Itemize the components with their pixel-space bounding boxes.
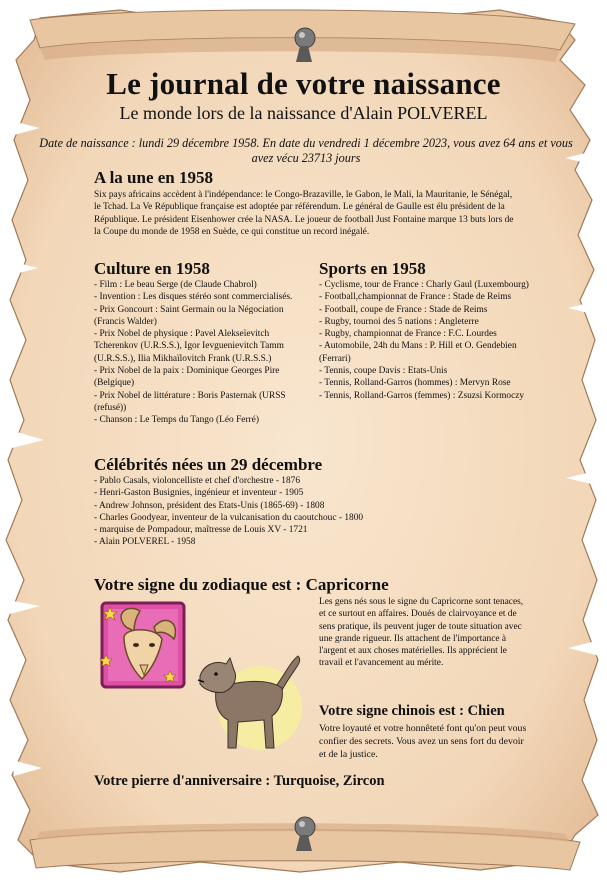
headline-section-title: A la une en 1958 bbox=[94, 168, 214, 187]
capricorn-goat-icon bbox=[96, 597, 188, 691]
list-item: - Football,championnat de France : Stade de Reims bbox=[319, 292, 512, 303]
list-item: - Prix Nobel de physique : Pavel Alekseïevitch Tcherenkov (U.R.S.S.), Igor Ievguenievitch Tamm (U.R.S.S.), Ilia Mikhaïlovitch Frank (U.R.S.S.) bbox=[94, 329, 284, 364]
zodiac-section-title: Votre signe du zodiaque est : Capricorne bbox=[94, 575, 389, 594]
page-subtitle: Le monde lors de la naissance d'Alain POLVEREL bbox=[119, 103, 488, 123]
list-item: - Tennis, Rolland-Garros (femmes) : Zsuzsi Kormoczy bbox=[319, 390, 525, 401]
page-title: Le journal de votre naissance bbox=[106, 66, 501, 101]
dog-icon bbox=[194, 650, 310, 752]
list-item: - Andrew Johnson, président des Etats-Unis (1865-69) - 1808 bbox=[94, 500, 325, 511]
chinese-sign-description: Votre loyauté et votre honnêteté font qu'on peut vous confier des secrets. Vous avez un sens fort du devoir et de la justice. bbox=[319, 723, 527, 760]
zodiac-description: Les gens nés sous le signe du Capricorne sont tenaces, et ce surtout en affaires. Doués de clairvoyance et de sens pratique, ils peuvent juger de toute situation avec une grande rigueur. Ils attachent de l'importance à l'argent et aux choses matérielles. Ils apprécient le travail et l'avancement au mérite. bbox=[319, 597, 524, 669]
birth-date-summary: Date de naissance : lundi 29 décembre 1958. En date du vendredi 1 décembre 2023, vous avez 64 ans et vous avez vécu 23713 jours bbox=[39, 136, 573, 165]
list-item: - Invention : Les disques stéréo sont commercialisés. bbox=[94, 292, 293, 303]
list-item: - Henri-Gaston Busignies, ingénieur et inventeur - 1905 bbox=[94, 488, 304, 499]
birthstone-title: Votre pierre d'anniversaire : Turquoise, Zircon bbox=[94, 773, 385, 789]
list-item: - marquise de Pompadour, maîtresse de Louis XV - 1721 bbox=[94, 525, 308, 536]
list-item: - Prix Goncourt : Saint Germain ou la Négociation (Francis Walder) bbox=[94, 304, 284, 327]
chinese-sign-title: Votre signe chinois est : Chien bbox=[319, 703, 505, 719]
list-item: - Alain POLVEREL - 1958 bbox=[94, 537, 196, 548]
list-item: - Prix Nobel de la paix : Dominique Georges Pire (Belgique) bbox=[94, 366, 280, 389]
celebrities-section-title: Célébrités nées un 29 décembre bbox=[94, 455, 323, 474]
list-item: - Prix Nobel de littérature : Boris Pasternak (URSS (refusé)) bbox=[94, 390, 286, 413]
list-item: - Tennis, coupe Davis : Etats-Unis bbox=[319, 366, 448, 377]
list-item: - Football, coupe de France : Stade de Reims bbox=[319, 304, 488, 315]
list-item: - Rugby, championnat de France : F.C. Lourdes bbox=[319, 329, 497, 340]
culture-section-title: Culture en 1958 bbox=[94, 259, 210, 278]
list-item: - Automobile, 24h du Mans : P. Hill et O. Gendebien (Ferrari) bbox=[319, 341, 517, 364]
headline-section-text: Six pays africains accèdent à l'indépendance: le Congo-Brazaville, le Gabon, le Mali, la Mauritanie, le Sénégal, le Tchad. La Ve République française est adoptée par référendum. Le général de Gaulle est élu président de la République. Le président Eisenhower crée la NASA. Le joueur de football Just Fontaine marque 13 buts lors de la Coupe du monde de 1958 en Suède, ce qui constitue un record inégalé. bbox=[94, 190, 514, 237]
list-item: - Cyclisme, tour de France : Charly Gaul (Luxembourg) bbox=[319, 280, 529, 290]
list-item: - Chanson : Le Temps du Tango (Léo Ferré) bbox=[94, 415, 259, 426]
sports-section-title: Sports en 1958 bbox=[319, 259, 426, 278]
list-item: - Tennis, Rolland-Garros (hommes) : Mervyn Rose bbox=[319, 378, 511, 389]
list-item: - Film : Le beau Serge (de Claude Chabrol) bbox=[94, 280, 257, 290]
sports-list bbox=[319, 279, 534, 402]
culture-list bbox=[94, 279, 304, 427]
celebrities-list bbox=[94, 475, 394, 549]
list-item: - Rugby, tournoi des 5 nations : Angleterre bbox=[319, 316, 479, 327]
list-item: - Charles Goodyear, inventeur de la vulcanisation du caoutchouc - 1800 bbox=[94, 512, 364, 523]
list-item: - Pablo Casals, violoncelliste et chef d'orchestre - 1876 bbox=[94, 476, 301, 486]
